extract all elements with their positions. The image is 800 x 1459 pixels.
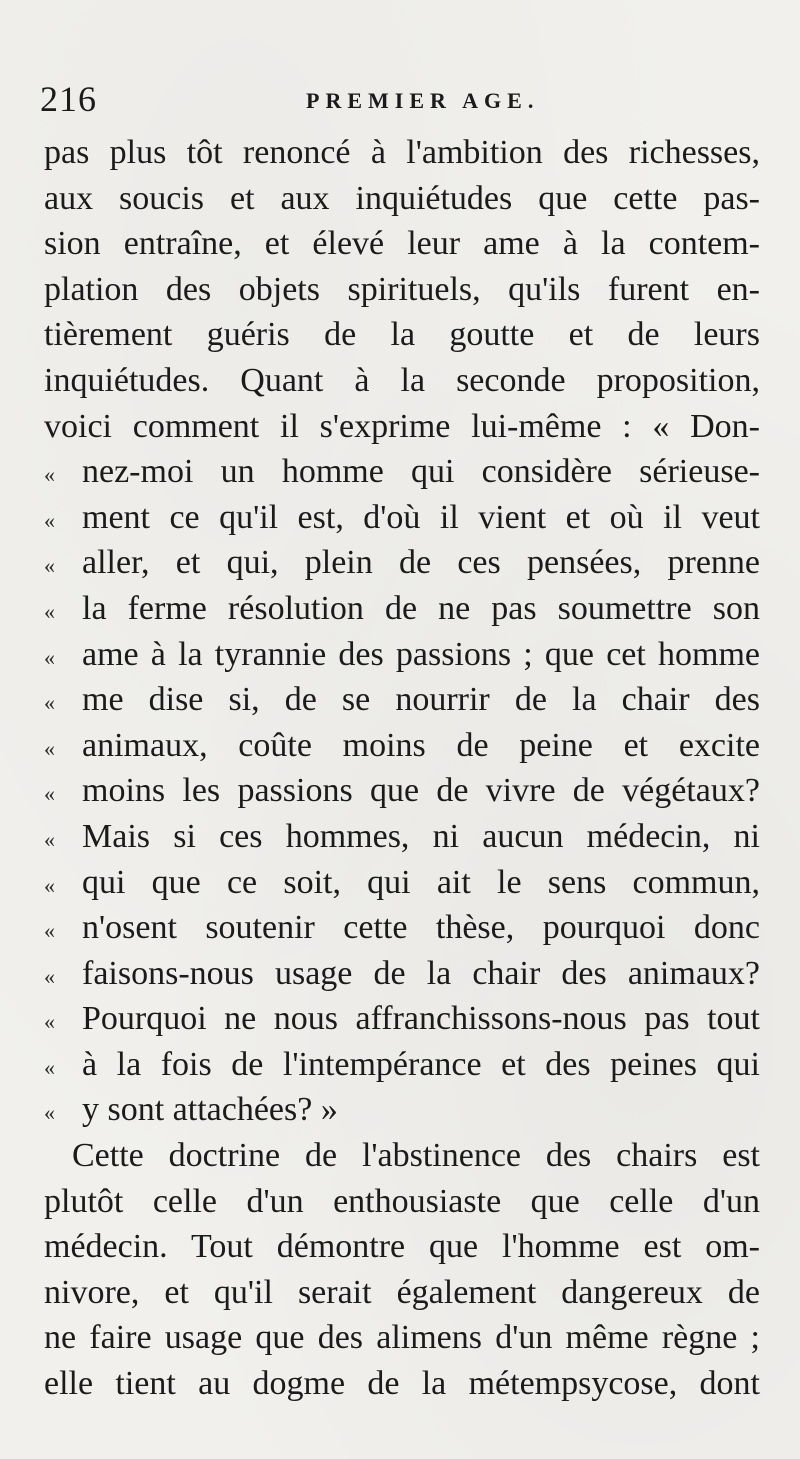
text-line: nivore, et qu'il serait également dangereux de xyxy=(44,1273,760,1311)
quoted-line-text: ame à la tyrannie des passions ; que cet homme xyxy=(82,635,760,673)
quoted-line-text: faisons-nous usage de la chair des animaux? xyxy=(82,954,760,992)
quote-mark: « xyxy=(44,781,55,807)
quoted-line-text: qui que ce soit, qui ait le sens commun, xyxy=(82,863,760,901)
quote-mark: « xyxy=(44,690,55,716)
page-header xyxy=(40,78,760,128)
quoted-line xyxy=(44,495,760,541)
quoted-line xyxy=(44,723,760,769)
text-line: aux soucis et aux inquiétudes que cette pas- xyxy=(44,179,760,217)
quoted-line-text: n'osent soutenir cette thèse, pourquoi donc xyxy=(82,909,760,947)
quoted-line xyxy=(44,677,760,723)
body-text xyxy=(44,130,760,1407)
quoted-line xyxy=(44,951,760,997)
quoted-line xyxy=(44,905,760,951)
quoted-line xyxy=(44,1042,760,1088)
quoted-line xyxy=(44,814,760,860)
quote-mark: « xyxy=(44,872,55,898)
quote-mark: « xyxy=(44,598,55,624)
quoted-line xyxy=(44,540,760,586)
quoted-line xyxy=(44,449,760,495)
quoted-line-text: Pourquoi ne nous affranchissons-nous pas tout xyxy=(82,1000,760,1038)
quoted-line xyxy=(44,996,760,1042)
text-line: ne faire usage que des alimens d'un même règne ; xyxy=(44,1319,760,1357)
quote-mark: « xyxy=(44,735,55,761)
quote-mark: « xyxy=(44,826,55,852)
quoted-line-text: à la fois de l'intempérance et des peines qui xyxy=(82,1045,760,1083)
quote-mark: « xyxy=(44,507,55,533)
quote-mark: « xyxy=(44,1100,55,1126)
quote-mark: « xyxy=(44,1009,55,1035)
text-line: pas plus tôt renoncé à l'ambition des richesses, xyxy=(44,134,760,171)
quoted-line xyxy=(44,586,760,632)
text-line: tièrement guéris de la goutte et de leurs xyxy=(44,316,760,354)
paragraph-first-line xyxy=(44,1133,760,1179)
quoted-line xyxy=(44,632,760,678)
quoted-line-text: me dise si, de se nourrir de la chair des xyxy=(82,681,760,719)
quote-mark: « xyxy=(44,462,55,488)
quote-mark: « xyxy=(44,963,55,989)
quoted-line xyxy=(44,1087,760,1133)
text-line: elle tient au dogme de la métempsycose, dont xyxy=(44,1365,760,1403)
quoted-line-text: la ferme résolution de ne pas soumettre son xyxy=(82,589,760,627)
text-line: médecin. Tout démontre que l'homme est om- xyxy=(44,1228,760,1266)
quoted-line xyxy=(44,860,760,906)
quote-mark: « xyxy=(44,918,55,944)
quote-mark: « xyxy=(44,553,55,579)
quoted-line-text: y sont attachées? » xyxy=(82,1091,338,1129)
text-line: plation des objets spirituels, qu'ils furent en- xyxy=(44,270,760,308)
text-line: inquiétudes. Quant à la seconde proposition, xyxy=(44,361,760,399)
quoted-line-text: animaux, coûte moins de peine et excite xyxy=(82,726,760,764)
running-title: PREMIER AGE. xyxy=(306,88,540,113)
quoted-line xyxy=(44,768,760,814)
page-number: 216 xyxy=(40,79,97,119)
text-line: voici comment il s'exprime lui-même : « Don- xyxy=(44,407,760,445)
text-line: sion entraîne, et élevé leur ame à la contem- xyxy=(44,225,760,263)
quoted-line-text: Mais si ces hommes, ni aucun médecin, ni xyxy=(82,817,760,855)
quoted-line-text: ment ce qu'il est, d'où il vient et où il veut xyxy=(82,498,760,536)
quote-mark: « xyxy=(44,644,55,670)
quoted-line-text: aller, et qui, plein de ces pensées, prenne xyxy=(82,544,760,582)
quoted-line-text: nez-moi un homme qui considère sérieuse- xyxy=(82,453,760,491)
text-line: plutôt celle d'un enthousiaste que celle d'un xyxy=(44,1182,760,1220)
quoted-line-text: moins les passions que de vivre de végétaux? xyxy=(82,772,760,810)
quote-mark: « xyxy=(44,1054,55,1080)
paragraph-first-line-text: Cette doctrine de l'abstinence des chairs est xyxy=(72,1137,760,1175)
